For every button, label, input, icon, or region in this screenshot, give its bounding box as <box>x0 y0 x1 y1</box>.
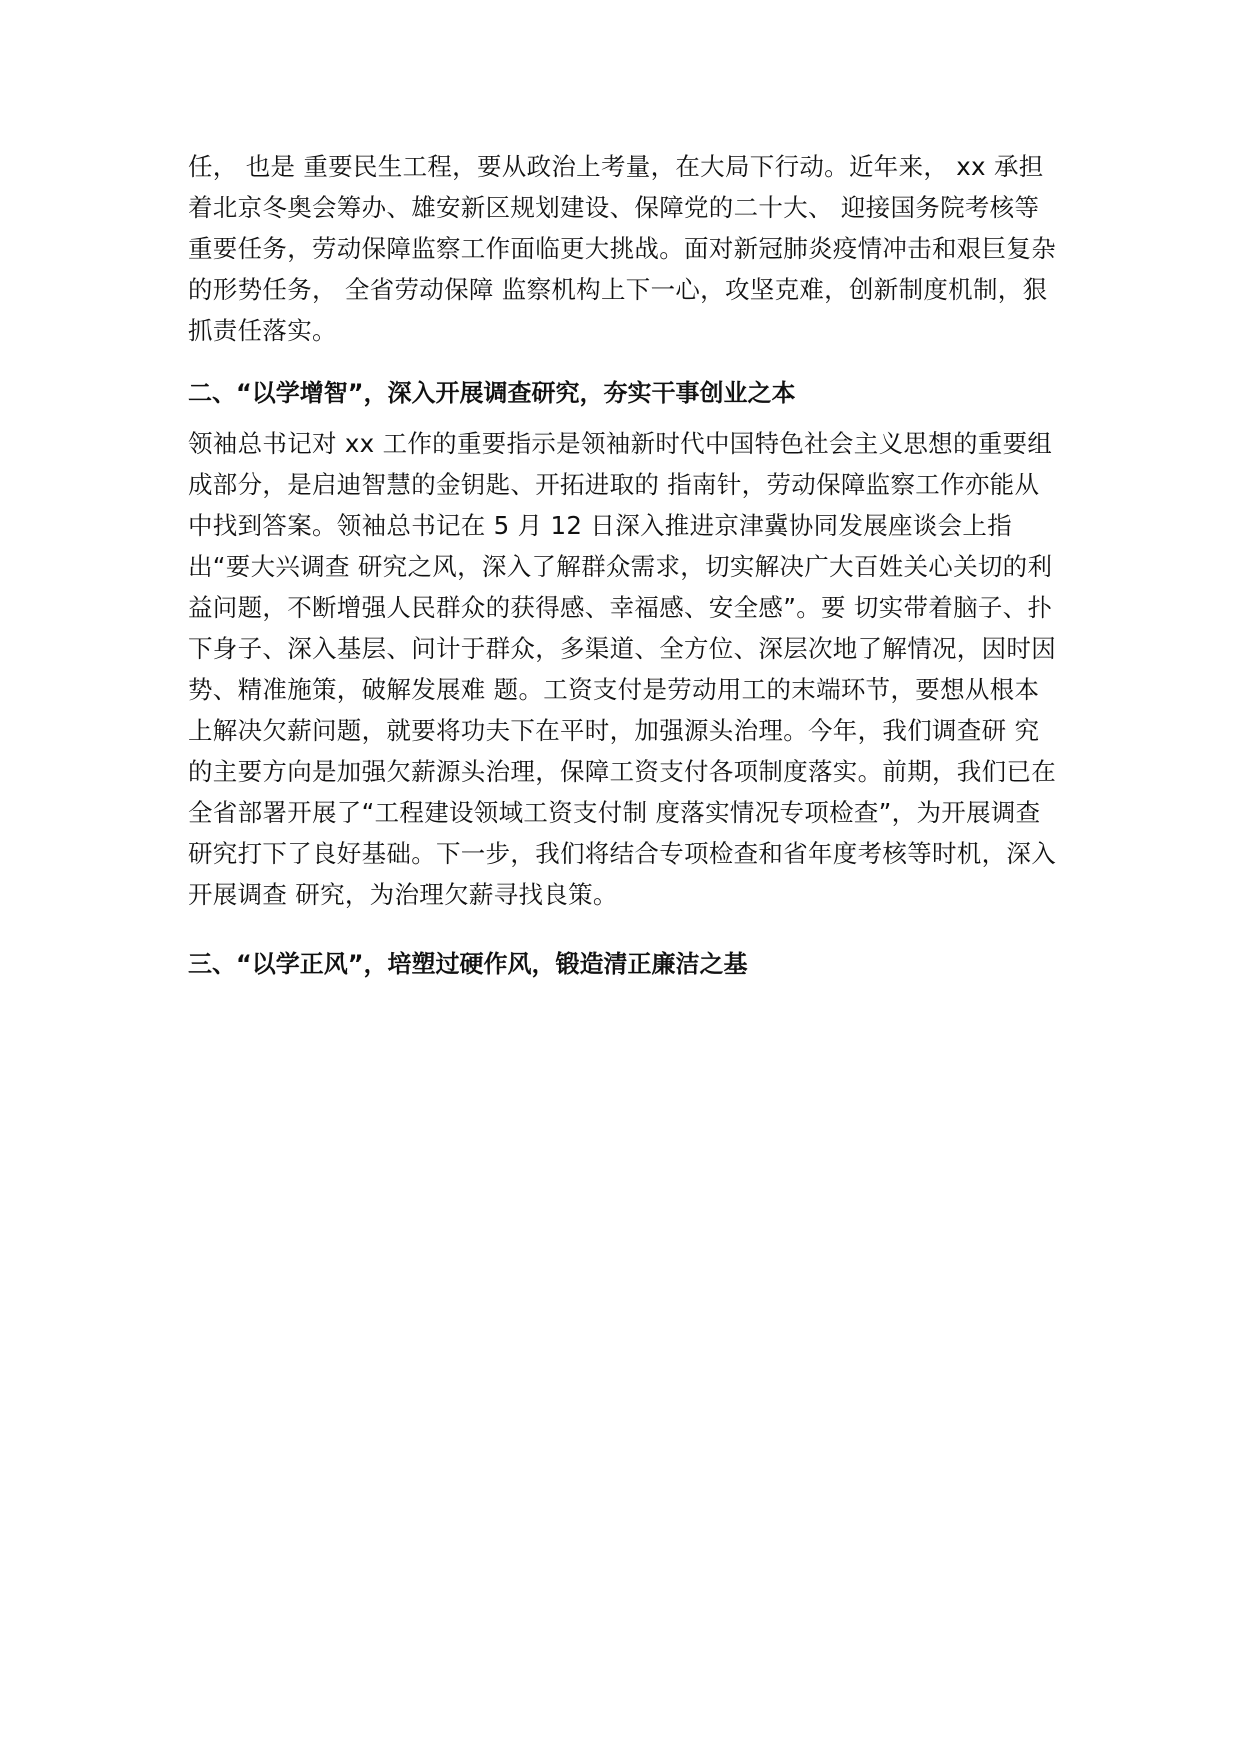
paragraph-section-2: 领袖总书记对 xx 工作的重要指示是领袖新时代中国特色社会主义思想的重要组成部分，是启迪智慧的金钥匙、开拓进取的 指南针，劳动保障监察工作亦能从中找到答案。领袖总书记在 5 月 12 日深入推进京津冀协同发展座谈会上指出“要大兴调查 研究之风，深入了解群众需求，切实解决广大百姓关心关切的利益问题，不断增强人民群众的获得感、幸福感、安全感”。要 切实带着脑子、扑下身子、深入基层、问计于群众，多渠道、全方位、深层次地了解情况，因时因势、精准施策，破解发展难 题。工资支付是劳动用工的末端环节，要想从根本上解决欠薪问题，就要将功夫下在平时，加强源头治理。今年，我们调查研 究的主要方向是加强欠薪源头治理，保障工资支付各项制度落实。前期，我们已在全省部署开展了“工程建设领域工资支付制 度落实情况专项检查”，为开展调查研究打下了良好基础。下一步，我们将结合专项检查和省年度考核等时机，深入开展调查 研究，为治理欠薪寻找良策。 <box>188 429 1056 909</box>
section-heading-3: 三、“以学正风”，培塑过硬作风，锻造清正廉洁之基 <box>188 950 748 978</box>
paragraph-continuation: 任， 也是 重要民生工程，要从政治上考量，在大局下行动。近年来， xx 承担着北京冬奥会筹办、雄安新区规划建设、保障党的二十大、 迎接国务院考核等重要任务，劳动保障监察工作面临更大挑战。面对新冠肺炎疫情冲击和艰巨复杂的形势任务， 全省劳动保障 监察机构上下一心，攻坚克难，创新制度机制，狠抓责任落实。 <box>188 152 1056 345</box>
section-heading-2: 二、“以学增智”，深入开展调查研究，夯实干事创业之本 <box>188 379 796 407</box>
document-body <box>188 146 1060 981</box>
